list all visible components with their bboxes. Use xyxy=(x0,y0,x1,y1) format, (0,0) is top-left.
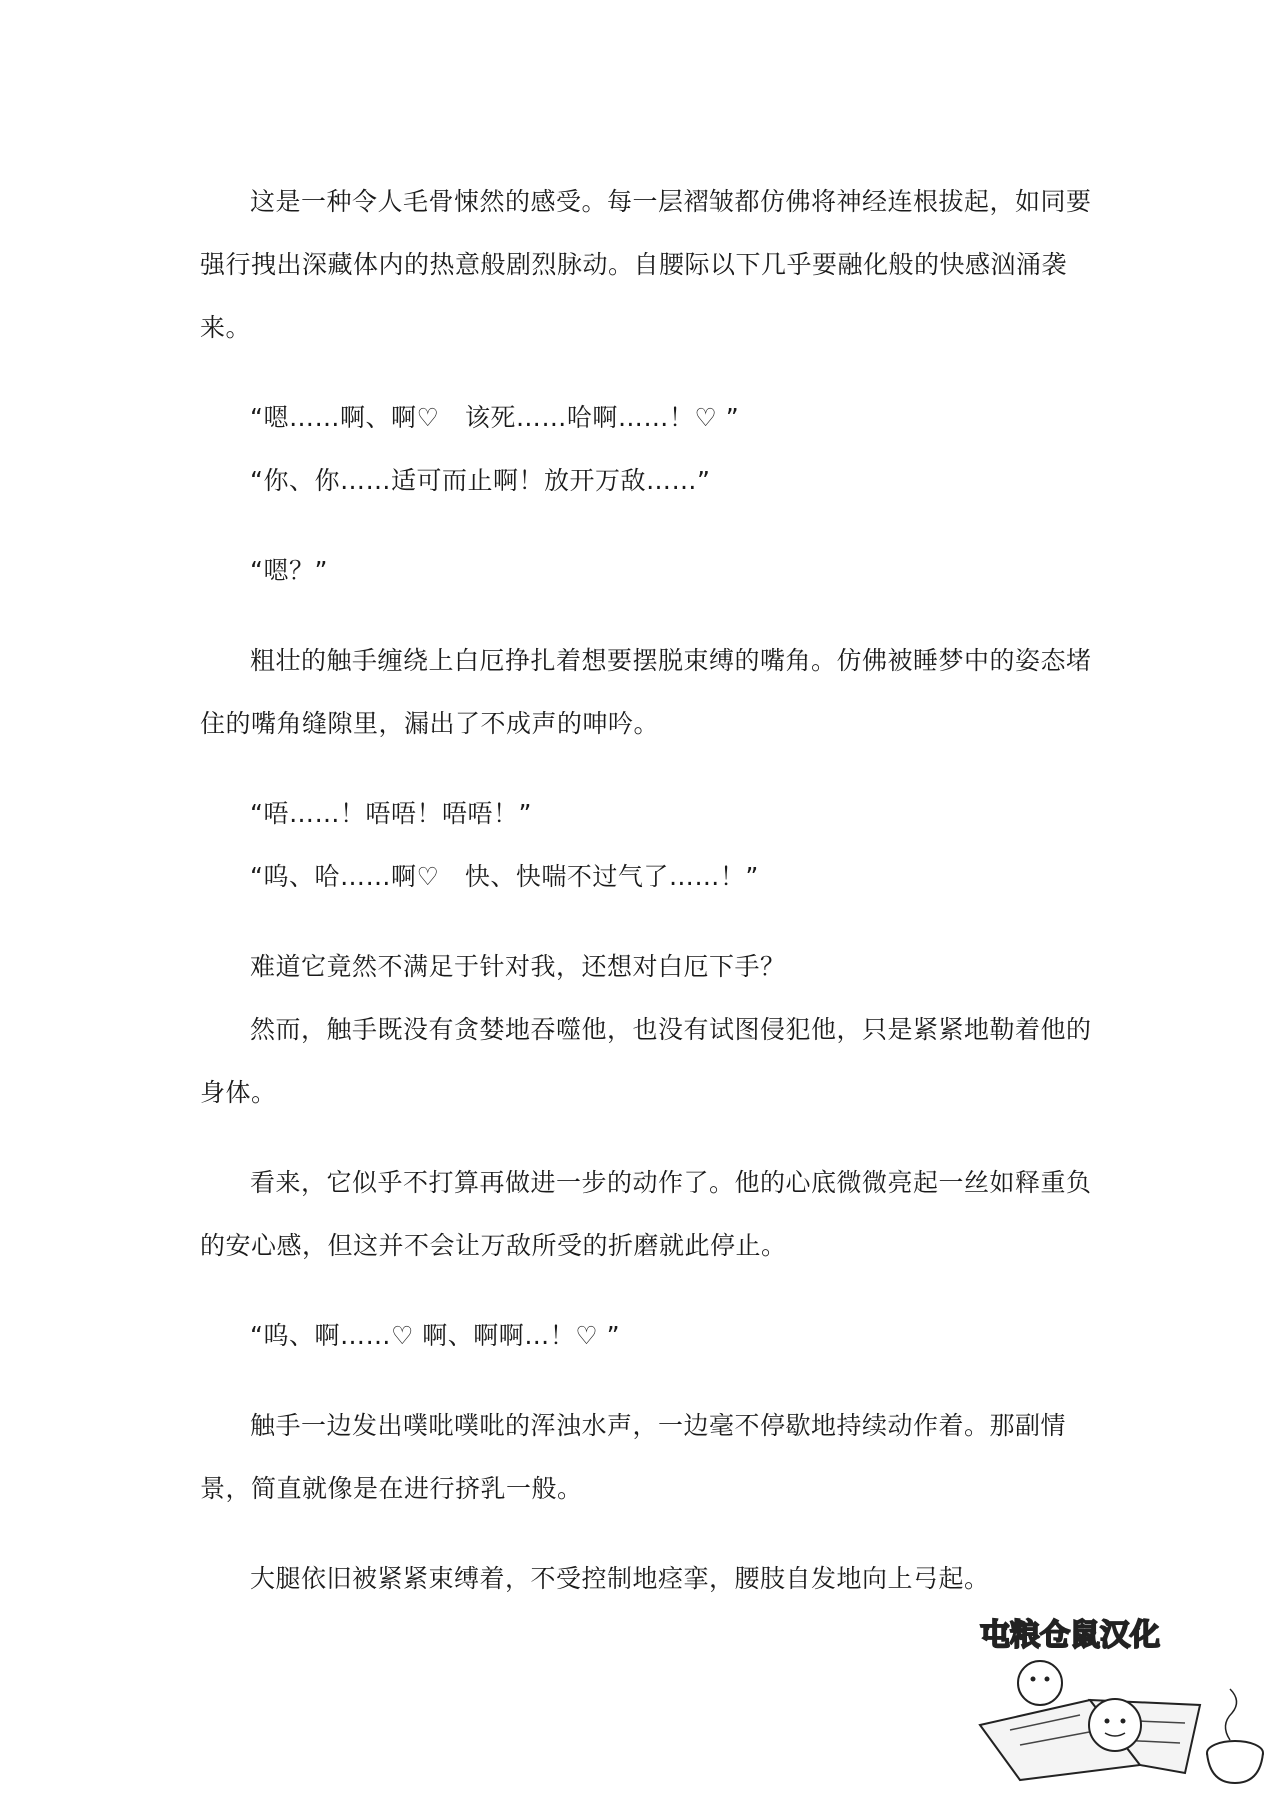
paragraph-gap xyxy=(200,359,1100,386)
dialogue-line-4: “唔……！唔唔！唔唔！” xyxy=(250,799,532,828)
paragraph-2: 粗壮的触手缠绕上白厄挣扎着想要摆脱束缚的嘴角。仿佛被睡梦中的姿态堵住的嘴角缝隙里，漏出了不成声的呻吟。 xyxy=(200,646,1092,738)
text-block xyxy=(200,170,1100,1610)
paragraph-1: 这是一种令人毛骨悚然的感受。每一层褶皱都仿佛将神经连根拔起，如同要强行拽出深藏体内的热意般剧烈脉动。自腰际以下几乎要融化般的快感汹涌袭来。 xyxy=(200,187,1092,342)
paragraph-gap xyxy=(200,755,1100,782)
paragraph-gap xyxy=(200,908,1100,935)
dialogue-line-6: “呜、啊……♡ 啊、啊啊…！♡ ” xyxy=(250,1321,621,1350)
paragraph-4: 然而，触手既没有贪婪地吞噬他，也没有试图侵犯他，只是紧紧地勒着他的身体。 xyxy=(200,1015,1092,1107)
dialogue-line-2: “你、你……适可而止啊！放开万敌……” xyxy=(250,466,711,495)
dialogue-line-3: “嗯？” xyxy=(250,556,328,585)
paragraph-7: 大腿依旧被紧紧束缚着，不受控制地痉挛，腰肢自发地向上弓起。 xyxy=(250,1564,990,1593)
paragraph-gap xyxy=(200,512,1100,539)
hamster-icon xyxy=(1018,1661,1062,1705)
steam-icon xyxy=(1225,1689,1236,1740)
paragraph-gap xyxy=(200,1277,1100,1304)
paragraph-gap xyxy=(200,1520,1100,1547)
dialogue-line-1: “嗯……啊、啊♡ 该死……哈啊……！♡ ” xyxy=(250,403,740,432)
hamster-book-logo xyxy=(950,1605,1270,1795)
paragraph-gap xyxy=(200,1367,1100,1394)
paragraph-gap xyxy=(200,1124,1100,1151)
watermark-text: 屯粮仓鼠汉化 xyxy=(980,1618,1160,1653)
paragraph-6: 触手一边发出噗吡噗吡的浑浊水声，一边毫不停歇地持续动作着。那副情景，简直就像是在进行挤乳一般。 xyxy=(200,1411,1067,1503)
paragraph-gap xyxy=(200,602,1100,629)
paragraph-3: 难道它竟然不满足于针对我，还想对白厄下手？ xyxy=(250,952,786,981)
dialogue-line-5: “呜、哈……啊♡ 快、快喘不过气了……！” xyxy=(250,862,759,891)
paragraph-5: 看来，它似乎不打算再做进一步的动作了。他的心底微微亮起一丝如释重负的安心感，但这并不会让万敌所受的折磨就此停止。 xyxy=(200,1168,1092,1260)
hamster-icon xyxy=(1089,1699,1141,1751)
scanlation-watermark-logo xyxy=(950,1605,1270,1795)
